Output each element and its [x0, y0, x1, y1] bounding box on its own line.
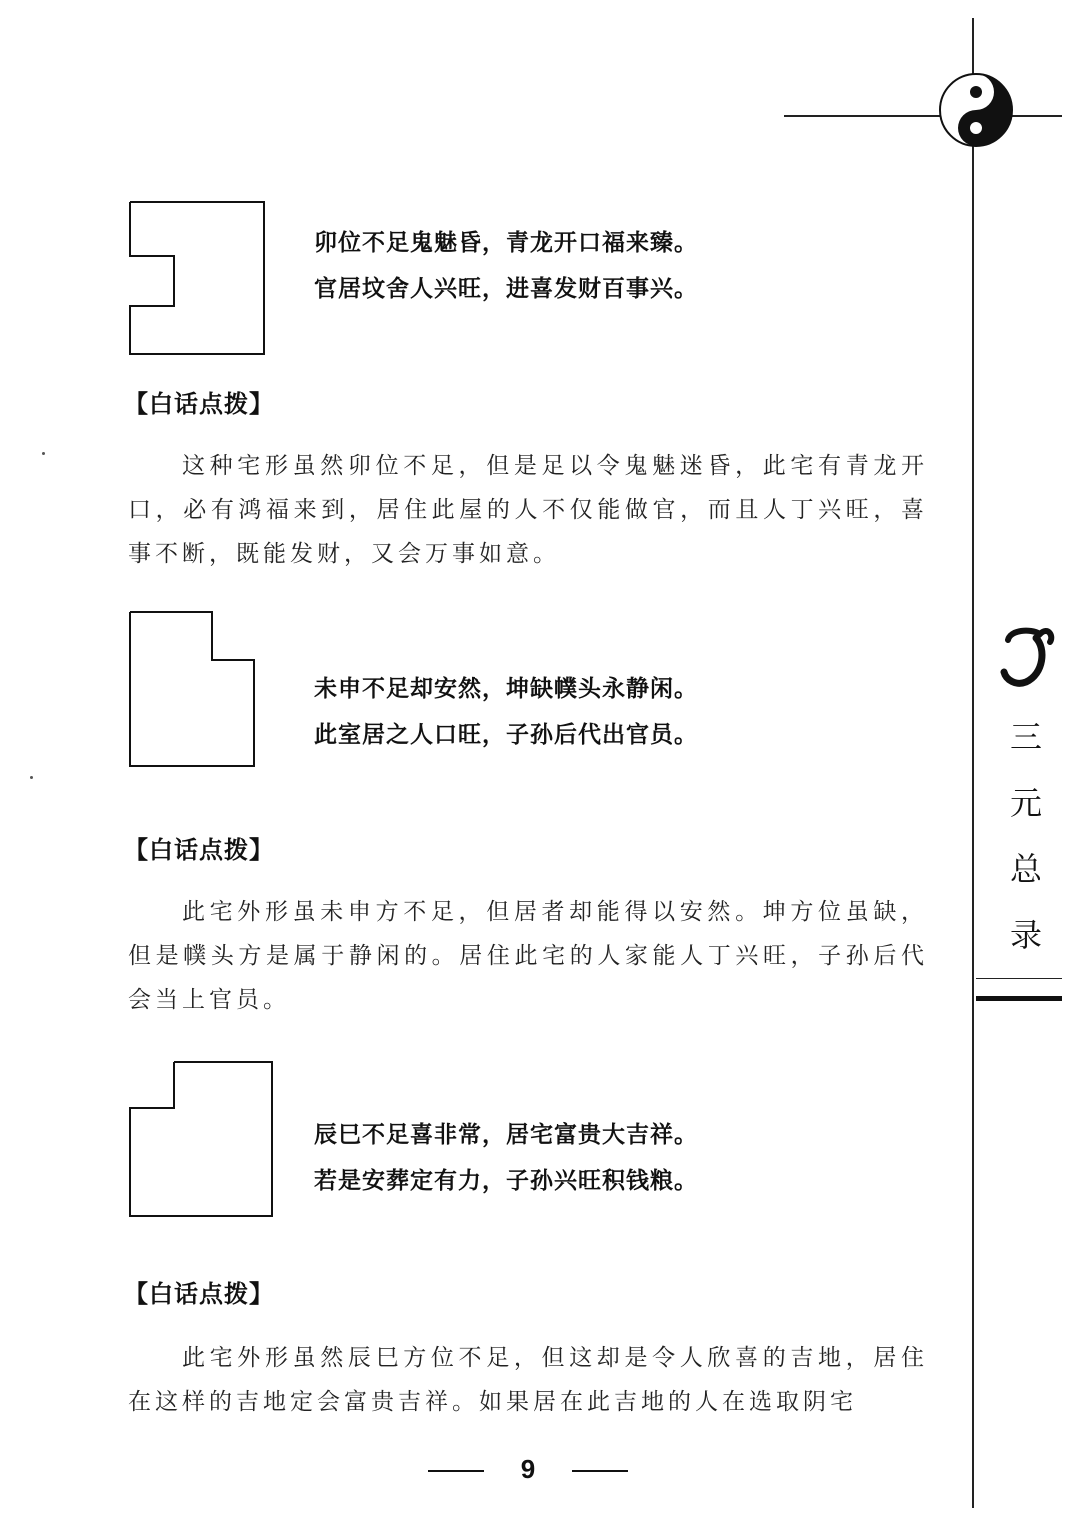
footer-dash-left [428, 1470, 484, 1472]
sidebar-title-char: 录 [1009, 916, 1042, 954]
sidebar-thin-rule [976, 978, 1062, 979]
commentary-heading: 【白话点拨】 [124, 1280, 274, 1308]
taiji-icon [936, 70, 1016, 150]
house-shape-diagram-1 [124, 198, 272, 360]
verse-block-1 [314, 220, 698, 312]
verse-line: 辰巳不足喜非常，居宅富贵大吉祥。 [314, 1122, 698, 1148]
sidebar-title-char: 总 [1009, 850, 1042, 888]
sidebar-title [1000, 704, 1052, 968]
footer-dash-right [572, 1470, 628, 1472]
sidebar-title-char: 元 [1009, 784, 1042, 822]
verse-line: 官居坟舍人兴旺，进喜发财百事兴。 [314, 276, 698, 302]
page-number: 9 [520, 1454, 536, 1484]
print-speck [30, 776, 33, 779]
emblem-horizontal-rule [784, 115, 1062, 117]
commentary-paragraph: 此宅外形虽未申方不足，但居者却能得以安然。坤方位虽缺，但是幞头方是属于静闲的。居住此宅的人家能人丁兴旺，子孙后代会当上官员。 [128, 899, 928, 1013]
sidebar-title-char: 三 [1009, 718, 1042, 756]
margin-vertical-rule [972, 18, 974, 1508]
commentary-paragraph: 这种宅形虽然卯位不足，但是足以令鬼魅迷昏，此宅有青龙开口，必有鸿福来到，居住此屋的人不仅能做官，而且人丁兴旺，喜事不断，既能发财，又会万事如意。 [128, 453, 928, 567]
verse-line: 未申不足却安然，坤缺幞头永静闲。 [314, 676, 698, 702]
commentary-heading: 【白话点拨】 [124, 390, 274, 418]
verse-line: 卯位不足鬼魅昏，青龙开口福来臻。 [314, 230, 698, 256]
commentary-paragraph: 此宅外形虽然辰巳方位不足，但这却是令人欣喜的吉地，居住在这样的吉地定会富贵吉祥。如果居在此吉地的人在选取阴宅 [128, 1345, 928, 1415]
verse-line: 此室居之人口旺，子孙后代出官员。 [314, 722, 698, 748]
verse-block-3 [314, 1112, 698, 1204]
verse-block-2 [314, 666, 698, 758]
house-shape-diagram-3 [124, 1058, 278, 1222]
print-speck [42, 452, 45, 455]
page-number-footer [0, 1454, 1056, 1485]
swirl-ornament-icon [996, 622, 1060, 692]
sidebar-thick-rule [976, 996, 1062, 1001]
commentary-heading: 【白话点拨】 [124, 836, 274, 864]
verse-line: 若是安葬定有力，子孙兴旺积钱粮。 [314, 1168, 698, 1194]
house-shape-diagram-2 [124, 608, 260, 772]
